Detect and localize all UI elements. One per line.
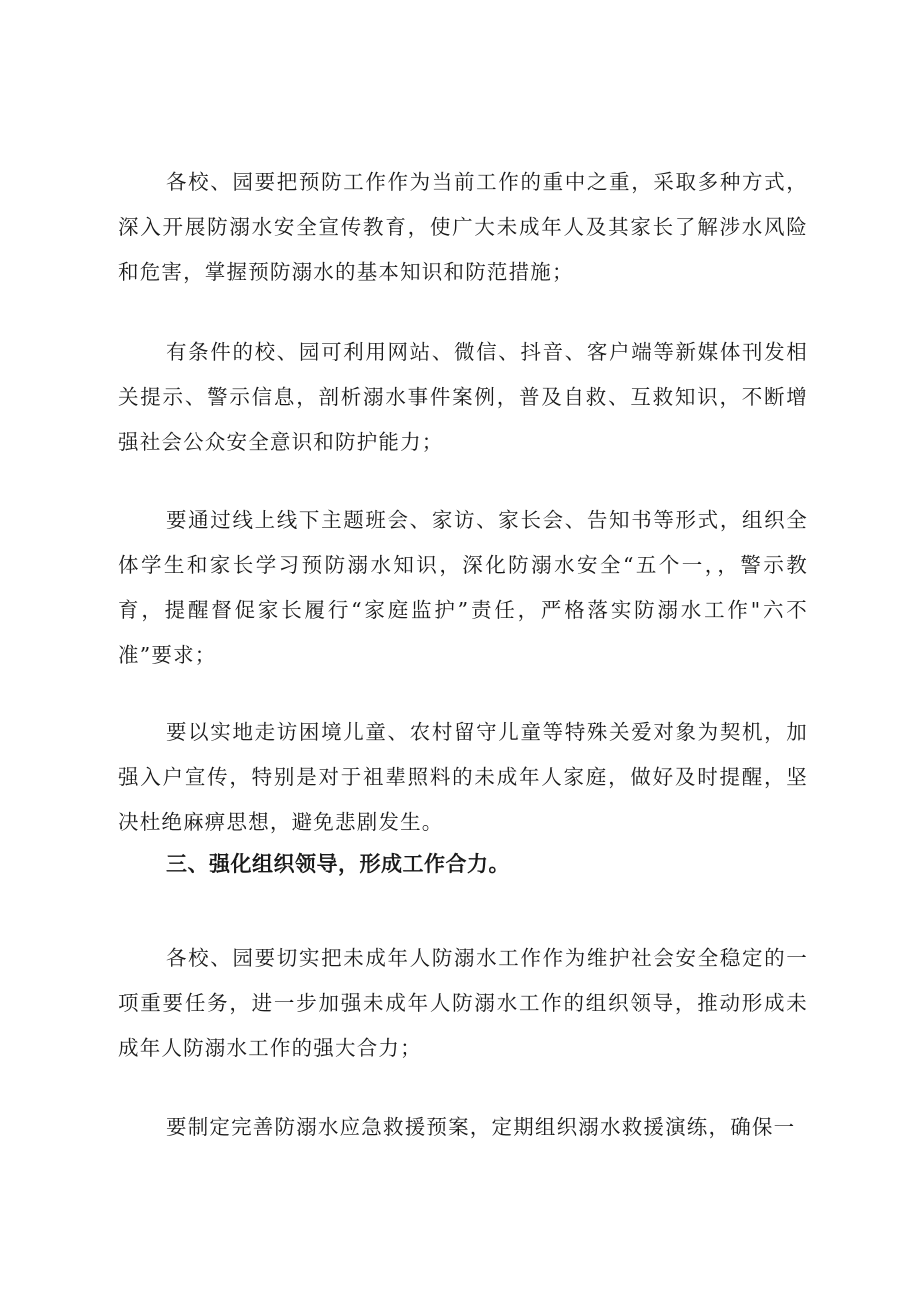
paragraph-parent-learning: 要通过线上线下主题班会、家访、家长会、告知书等形式，组织全体学生和家长学习预防溺水知识，深化防溺水安全“五个一，，警示教育，提醒督促家长履行“家庭监护”责任，严格落实防溺水工作"六不准”要求； — [118, 508, 808, 667]
paragraph-emergency-plan: 要制定完善防溺水应急救援预案，定期组织溺水救援演练，确保一 — [166, 1115, 796, 1139]
section-heading: 三、强化组织领导，形成工作合力。 — [166, 852, 510, 876]
paragraph-organizational-leadership: 各校、园要切实把未成年人防溺水工作作为维护社会安全稳定的一项重要任务，进一步加强未成年人防溺水工作的组织领导，推动形成未成年人防溺水工作的强大合力； — [118, 946, 808, 1060]
paragraph-new-media-warnings: 有条件的校、园可利用网站、微信、抖音、客户端等新媒体刊发相关提示、警示信息，剖析溺水事件案例，普及自救、互救知识，不断增强社会公众安全意识和防护能力； — [118, 340, 808, 454]
paragraph-publicity-education: 各校、园要把预防工作作为当前工作的重中之重，采取多种方式，深入开展防溺水安全宣传教育，使广大未成年人及其家长了解涉水风险和危害，掌握预防溺水的基本知识和防范措施； — [118, 170, 808, 284]
paragraph-home-visits: 要以实地走访困境儿童、农村留守儿童等特殊关爱对象为契机，加强入户宣传，特别是对于祖辈照料的未成年人家庭，做好及时提醒，坚决杜绝麻痹思想，避免悲剧发生。 — [118, 720, 808, 834]
